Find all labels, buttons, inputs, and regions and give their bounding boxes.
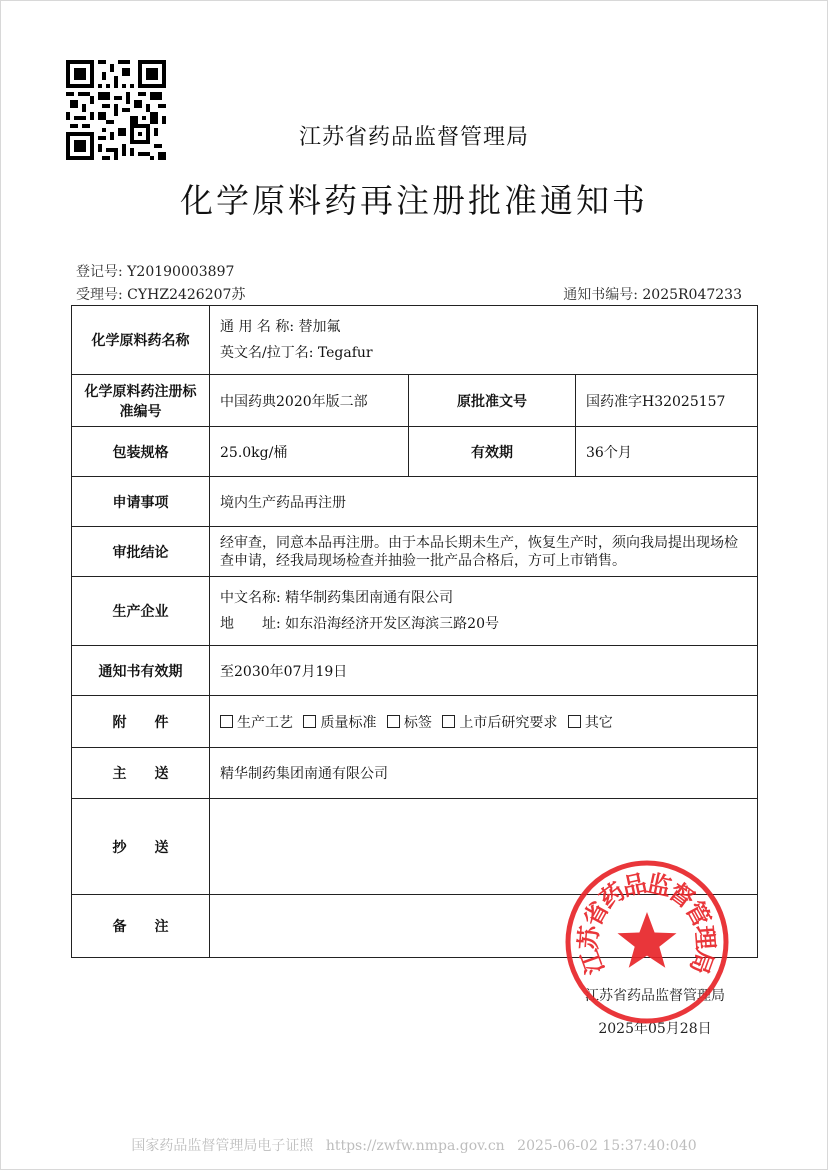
attachment-cell (210, 696, 758, 748)
conclusion-value: 经审查，同意本品再注册。由于本品长期未生产，恢复生产时，须向我局提出现场检查申请，经我局现场检查并抽验一批产品合格后，方可上市销售。 (210, 527, 758, 577)
table-row (72, 577, 758, 646)
registration-number (76, 261, 234, 281)
acceptance-number (76, 284, 245, 304)
cc-label: 抄 送 (72, 799, 210, 895)
table-row (72, 375, 758, 427)
attachment-item: 上市后研究要求 (459, 714, 558, 731)
seal-character: 管 (679, 896, 716, 932)
api-name-label: 化学原料药名称 (72, 306, 210, 375)
seal-character: 省 (578, 896, 615, 932)
table-row (72, 427, 758, 477)
seal-character: 局 (684, 945, 719, 978)
seal-character: 理 (689, 924, 720, 951)
checkbox-icon (442, 715, 455, 728)
notice-label: 通知书编号: (563, 287, 638, 303)
notice-value: 2025R047233 (642, 287, 742, 303)
attachment-label: 附 件 (72, 696, 210, 748)
manufacturer-cell (210, 577, 758, 646)
validity-label: 有效期 (409, 427, 576, 477)
table-row (72, 477, 758, 527)
table-row (72, 646, 758, 696)
api-name-cell (210, 306, 758, 375)
seal-character: 药 (594, 877, 631, 914)
acceptance-value: CYHZ2426207苏 (127, 287, 246, 303)
standard-number-label: 化学原料药注册标准编号 (72, 375, 210, 427)
english-name-value: Tegafur (317, 345, 373, 361)
attachment-item: 生产工艺 (237, 714, 293, 731)
registration-label: 登记号: (76, 264, 123, 280)
checkbox-icon (568, 715, 581, 728)
table-row (72, 527, 758, 577)
table-row (72, 696, 758, 748)
application-label: 申请事项 (72, 477, 210, 527)
seal-character: 监 (644, 869, 674, 902)
standard-number-value: 中国药典2020年版二部 (210, 375, 409, 427)
recipient-label: 主 送 (72, 748, 210, 799)
signing-date: 2025年05月28日 (598, 1021, 712, 1037)
common-name-value: 替加氟 (298, 319, 341, 335)
manufacturer-label: 生产企业 (72, 577, 210, 646)
footer-url: https://zwfw.nmpa.gov.cn (325, 1138, 505, 1154)
manufacturer-address-label: 地 址: (220, 616, 281, 632)
package-label: 包装规格 (72, 427, 210, 477)
notice-validity-value: 至2030年07月19日 (210, 646, 758, 696)
footer (0, 1135, 828, 1155)
attachment-item: 标签 (403, 714, 432, 731)
checkbox-icon (387, 715, 400, 728)
issuing-agency: 江苏省药品监督管理局 (298, 125, 529, 150)
seal-character: 品 (620, 869, 650, 902)
attachment-item: 质量标准 (320, 714, 377, 731)
seal-character: 江 (575, 945, 610, 978)
acceptance-label: 受理号: (76, 287, 123, 303)
registration-value: Y20190003897 (127, 264, 235, 280)
common-name-label: 通 用 名 称: (220, 319, 295, 335)
checkbox-icon (303, 715, 316, 728)
table-row (72, 306, 758, 375)
original-approval-label: 原批准文号 (409, 375, 576, 427)
package-value: 25.0kg/桶 (210, 427, 409, 477)
recipient-value: 精华制药集团南通有限公司 (210, 748, 758, 799)
manufacturer-cn-label: 中文名称: (220, 590, 281, 606)
footer-timestamp: 2025-06-02 15:37:40:040 (517, 1138, 697, 1154)
signing-agency: 江苏省药品监督管理局 (585, 988, 725, 1004)
attachment-item: 其它 (584, 714, 613, 731)
notice-validity-label: 通知书有效期 (72, 646, 210, 696)
seal-character: 督 (663, 877, 700, 914)
checkbox-icon (220, 715, 233, 728)
official-seal (562, 857, 732, 1027)
notice-number (563, 284, 742, 304)
validity-value: 36个月 (576, 427, 758, 477)
document-title: 化学原料药再注册批准通知书 (180, 181, 648, 220)
remark-label: 备 注 (72, 895, 210, 958)
seal-character: 苏 (574, 924, 605, 951)
conclusion-label: 审批结论 (72, 527, 210, 577)
manufacturer-address-value: 如东沿海经济开发区海滨三路20号 (285, 616, 499, 632)
table-row (72, 748, 758, 799)
footer-source: 国家药品监督管理局电子证照 (131, 1138, 314, 1154)
manufacturer-cn-value: 精华制药集团南通有限公司 (285, 590, 454, 606)
original-approval-value: 国药准字H32025157 (576, 375, 758, 427)
english-name-label: 英文名/拉丁名: (220, 345, 314, 361)
application-value: 境内生产药品再注册 (210, 477, 758, 527)
